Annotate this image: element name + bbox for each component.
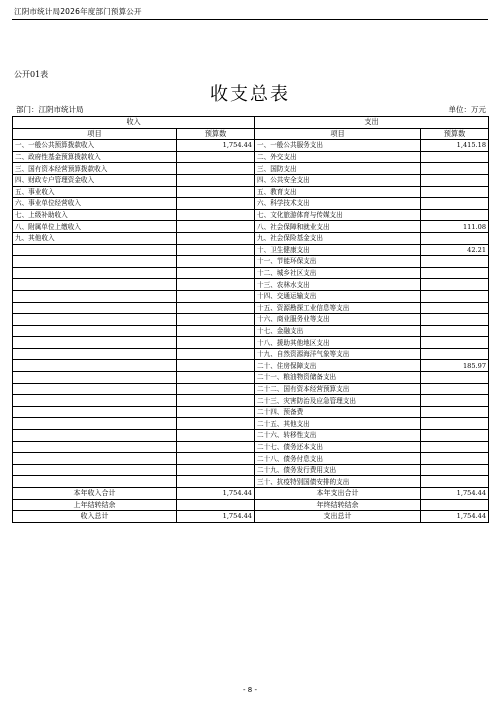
table-row [13, 256, 489, 268]
expense-amount-cell: 1,415.18 [421, 140, 489, 152]
expense-amount-cell [421, 395, 489, 407]
income-amount-cell [177, 290, 255, 302]
expense-item-cell: 十四、交通运输支出 [255, 290, 421, 302]
table-row [13, 302, 489, 314]
table-row [13, 337, 489, 349]
income-amount-cell [177, 337, 255, 349]
table-row [13, 279, 489, 291]
income-amount-cell: 1,754.44 [177, 140, 255, 152]
expense-amount-column-header: 预算数 [421, 128, 489, 140]
expense-item-cell: 二十一、粮油物资储备支出 [255, 372, 421, 384]
income-amount-cell [177, 418, 255, 430]
expense-item-cell: 十三、农林水支出 [255, 279, 421, 291]
expense-item-cell: 二十四、预备费 [255, 406, 421, 418]
income-amount-cell [177, 348, 255, 360]
expense-item-cell: 十二、城乡社区支出 [255, 267, 421, 279]
table-row [13, 198, 489, 210]
table-row [13, 151, 489, 163]
income-amount-cell [177, 314, 255, 326]
table-row [13, 418, 489, 430]
income-item-cell: 一、一般公共预算拨款收入 [13, 140, 177, 152]
income-item-cell [13, 372, 177, 384]
income-item-cell [13, 302, 177, 314]
expense-amount-cell [421, 209, 489, 221]
table-row [13, 221, 489, 233]
expense-amount-cell [421, 163, 489, 175]
income-item-cell: 收入总计 [13, 511, 177, 523]
expense-amount-cell [421, 337, 489, 349]
table-row [13, 325, 489, 337]
expense-amount-cell [421, 464, 489, 476]
income-item-cell: 九、其他收入 [13, 232, 177, 244]
income-item-cell [13, 395, 177, 407]
expense-item-cell: 二十五、其他支出 [255, 418, 421, 430]
income-item-cell: 六、事业单位经营收入 [13, 198, 177, 210]
expense-amount-cell [421, 232, 489, 244]
expense-item-column-header: 项目 [255, 128, 421, 140]
income-amount-cell: 1,754.44 [177, 511, 255, 523]
income-group-header: 收入 [13, 117, 255, 129]
expense-amount-cell [421, 290, 489, 302]
header-divider [12, 19, 488, 20]
expense-amount-cell [421, 499, 489, 511]
table-row [13, 290, 489, 302]
expense-amount-cell: 185.97 [421, 360, 489, 372]
table-row [13, 209, 489, 221]
expense-amount-cell [421, 302, 489, 314]
income-amount-cell [177, 267, 255, 279]
table-row [13, 383, 489, 395]
expense-amount-cell [421, 174, 489, 186]
income-item-cell: 二、政府性基金预算拨款收入 [13, 151, 177, 163]
expense-amount-cell [421, 383, 489, 395]
income-amount-cell [177, 476, 255, 488]
income-item-cell [13, 325, 177, 337]
expense-item-cell: 十、卫生健康支出 [255, 244, 421, 256]
income-amount-cell [177, 151, 255, 163]
expense-amount-cell [421, 441, 489, 453]
table-row [13, 140, 489, 152]
expense-item-cell: 四、公共安全支出 [255, 174, 421, 186]
table-row [13, 395, 489, 407]
expense-item-cell: 十六、商业服务业等支出 [255, 314, 421, 326]
income-amount-cell [177, 174, 255, 186]
income-amount-cell [177, 464, 255, 476]
income-amount-cell [177, 221, 255, 233]
income-amount-cell [177, 302, 255, 314]
income-amount-cell [177, 209, 255, 221]
expense-item-cell: 二十七、债务还本支出 [255, 441, 421, 453]
income-amount-cell [177, 383, 255, 395]
expense-amount-cell: 42.21 [421, 244, 489, 256]
expense-item-cell: 五、教育支出 [255, 186, 421, 198]
table-number: 公开01表 [14, 70, 49, 79]
unit-label: 单位：万元 [448, 105, 486, 114]
table-row [13, 232, 489, 244]
expense-group-header: 支出 [255, 117, 489, 129]
table-row [13, 314, 489, 326]
table-row [13, 476, 489, 488]
expense-amount-cell [421, 186, 489, 198]
income-item-cell [13, 453, 177, 465]
expense-amount-cell [421, 406, 489, 418]
income-amount-cell [177, 232, 255, 244]
income-item-cell [13, 360, 177, 372]
income-item-cell [13, 441, 177, 453]
expense-item-cell: 二十八、债务付息支出 [255, 453, 421, 465]
expense-item-cell: 一、一般公共服务支出 [255, 140, 421, 152]
table-row [13, 441, 489, 453]
table-row [13, 360, 489, 372]
income-amount-cell [177, 256, 255, 268]
income-amount-cell [177, 441, 255, 453]
income-item-cell [13, 406, 177, 418]
income-item-cell [13, 244, 177, 256]
table-row [13, 267, 489, 279]
table-row [13, 372, 489, 384]
income-amount-cell [177, 430, 255, 442]
income-item-column-header: 项目 [13, 128, 177, 140]
table-row [13, 453, 489, 465]
income-amount-cell [177, 279, 255, 291]
expense-amount-cell: 111.08 [421, 221, 489, 233]
income-item-cell [13, 418, 177, 430]
income-amount-cell [177, 372, 255, 384]
income-amount-cell [177, 198, 255, 210]
income-item-cell [13, 464, 177, 476]
income-item-cell [13, 383, 177, 395]
income-amount-cell [177, 186, 255, 198]
expense-amount-cell [421, 314, 489, 326]
income-item-cell [13, 348, 177, 360]
expense-item-cell: 二十九、债务发行费用支出 [255, 464, 421, 476]
expense-amount-cell [421, 372, 489, 384]
income-item-cell [13, 337, 177, 349]
expense-item-cell: 本年支出合计 [255, 488, 421, 500]
income-item-cell [13, 430, 177, 442]
income-item-cell [13, 290, 177, 302]
table-row [13, 406, 489, 418]
expense-amount-cell: 1,754.44 [421, 488, 489, 500]
expense-amount-cell [421, 279, 489, 291]
budget-summary-table [12, 116, 489, 523]
income-item-cell [13, 267, 177, 279]
page-number: - 8 - [243, 686, 257, 694]
expense-item-cell: 十五、资源勘探工业信息等支出 [255, 302, 421, 314]
expense-item-cell: 八、社会保障和就业支出 [255, 221, 421, 233]
expense-item-cell: 三十、抗疫特别国债安排的支出 [255, 476, 421, 488]
expense-amount-cell [421, 151, 489, 163]
expense-item-cell: 支出总计 [255, 511, 421, 523]
income-item-cell: 四、财政专户管理资金收入 [13, 174, 177, 186]
table-row [13, 174, 489, 186]
expense-item-cell: 六、科学技术支出 [255, 198, 421, 210]
expense-item-cell: 十九、自然资源海洋气象等支出 [255, 348, 421, 360]
table-total-row [13, 511, 489, 523]
income-amount-column-header: 预算数 [177, 128, 255, 140]
expense-amount-cell [421, 267, 489, 279]
expense-item-cell: 二、外交支出 [255, 151, 421, 163]
income-amount-cell: 1,754.44 [177, 488, 255, 500]
document-header-title: 江阴市统计局2026年度部门预算公开 [14, 7, 142, 16]
expense-amount-cell: 1,754.44 [421, 511, 489, 523]
expense-amount-cell [421, 430, 489, 442]
expense-amount-cell [421, 348, 489, 360]
table-row [13, 186, 489, 198]
income-item-cell: 五、事业收入 [13, 186, 177, 198]
income-amount-cell [177, 406, 255, 418]
income-amount-cell [177, 453, 255, 465]
table-row [13, 163, 489, 175]
income-item-cell: 八、附属单位上缴收入 [13, 221, 177, 233]
income-item-cell [13, 279, 177, 291]
income-item-cell [13, 476, 177, 488]
table-column-header-row [13, 128, 489, 140]
expense-item-cell: 三、国防支出 [255, 163, 421, 175]
table-group-header-row [13, 117, 489, 129]
expense-item-cell: 十一、节能环保支出 [255, 256, 421, 268]
income-item-cell [13, 256, 177, 268]
income-amount-cell [177, 360, 255, 372]
table-row [13, 430, 489, 442]
table-row [13, 348, 489, 360]
expense-item-cell: 二十二、国有资本经营预算支出 [255, 383, 421, 395]
expense-amount-cell [421, 198, 489, 210]
expense-item-cell: 七、文化旅游体育与传媒支出 [255, 209, 421, 221]
income-amount-cell [177, 499, 255, 511]
expense-amount-cell [421, 256, 489, 268]
expense-item-cell: 二十六、转移性支出 [255, 430, 421, 442]
income-amount-cell [177, 244, 255, 256]
income-amount-cell [177, 395, 255, 407]
table-total-row [13, 499, 489, 511]
expense-amount-cell [421, 325, 489, 337]
expense-item-cell: 年终结转结余 [255, 499, 421, 511]
expense-amount-cell [421, 476, 489, 488]
income-item-cell [13, 314, 177, 326]
table-row [13, 244, 489, 256]
income-item-cell: 七、上级补助收入 [13, 209, 177, 221]
table-row [13, 464, 489, 476]
expense-item-cell: 十七、金融支出 [255, 325, 421, 337]
expense-item-cell: 九、社会保险基金支出 [255, 232, 421, 244]
page-title: 收支总表 [210, 84, 290, 105]
income-amount-cell [177, 163, 255, 175]
expense-item-cell: 二十、住房保障支出 [255, 360, 421, 372]
income-amount-cell [177, 325, 255, 337]
income-item-cell: 三、国有资本经营预算拨款收入 [13, 163, 177, 175]
income-item-cell: 上年结转结余 [13, 499, 177, 511]
table-total-row [13, 488, 489, 500]
expense-item-cell: 二十三、灾害防治及应急管理支出 [255, 395, 421, 407]
income-item-cell: 本年收入合计 [13, 488, 177, 500]
expense-amount-cell [421, 418, 489, 430]
expense-amount-cell [421, 453, 489, 465]
expense-item-cell: 十八、援助其他地区支出 [255, 337, 421, 349]
department-label: 部门：江阴市统计局 [16, 105, 84, 114]
